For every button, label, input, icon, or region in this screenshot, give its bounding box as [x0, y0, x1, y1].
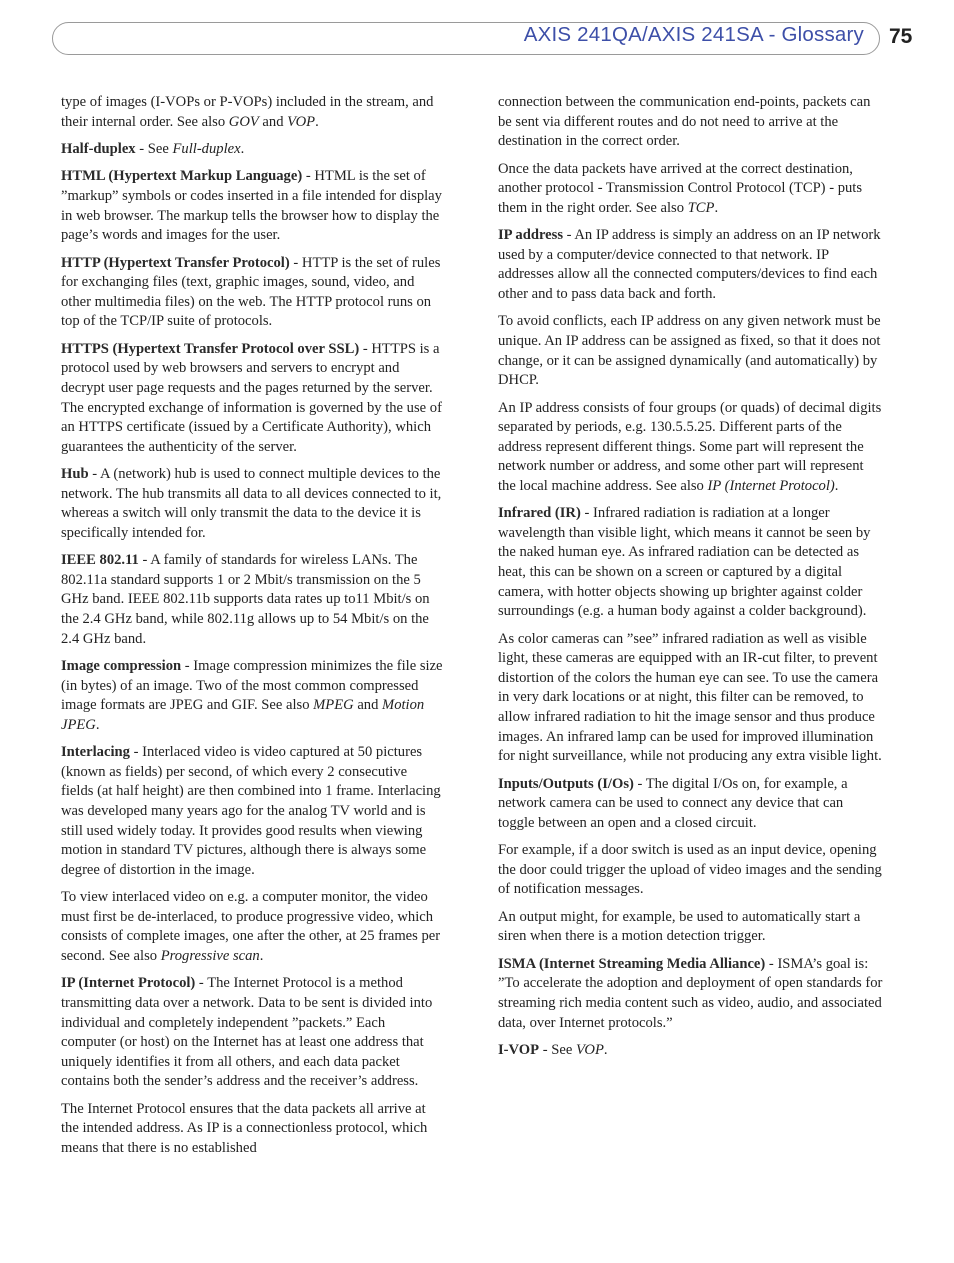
cross-reference: Progressive scan: [160, 947, 260, 964]
term-separator: -: [289, 254, 302, 271]
term-separator: - See: [539, 1041, 576, 1058]
left-column: [61, 93, 443, 1166]
glossary-entry: [61, 551, 443, 649]
glossary-entry: [61, 140, 443, 160]
glossary-term: IP address: [498, 227, 564, 244]
term-separator: -: [195, 975, 208, 992]
cross-reference: Motion JPEG: [61, 697, 425, 733]
term-separator: -: [580, 505, 593, 522]
glossary-paragraph: [498, 160, 883, 219]
glossary-entry: [61, 657, 443, 735]
glossary-paragraph: [61, 888, 443, 966]
term-separator: - See: [135, 140, 173, 157]
term-separator: -: [765, 955, 778, 972]
glossary-entry: [498, 955, 883, 1033]
cross-reference: GOV: [228, 113, 259, 130]
term-separator: -: [302, 168, 315, 185]
punctuation: .: [259, 947, 264, 964]
definition-text: The Internet Protocol ensures that the data packets all arrive at the intended address. As IP is a connectionless protocol, which means that there is no established: [61, 1100, 428, 1156]
cross-reference: MPEG: [313, 697, 354, 714]
glossary-entry: [498, 504, 883, 622]
glossary-entry: [61, 743, 443, 880]
punctuation: .: [315, 113, 319, 130]
document-title: AXIS 241QA/AXIS 241SA - Glossary: [523, 23, 864, 46]
glossary-entry: [498, 775, 883, 834]
definition-text: Image compression minimizes the file size (in bytes) of an image. Two of the most common compressed image formats are JPEG and GIF. See also: [61, 658, 443, 714]
glossary-term: Hub: [61, 466, 89, 483]
glossary-paragraph: [61, 93, 443, 132]
glossary-entry: [61, 340, 443, 458]
definition-text: The Internet Protocol is a method transmitting data over a network. Data to be sent is divided into individual and completely independent ”packets.” Each computer (or host) on the Internet has at least one address that uniquely identifies it from all others, and each data packet contains both the sender’s address and the receiver’s address.: [61, 975, 433, 1090]
glossary-term: Infrared (IR): [498, 505, 581, 522]
term-separator: -: [633, 775, 646, 792]
definition-text: To view interlaced video on e.g. a computer monitor, the video must first be de-interlaced, to produce progressive video, which consists of complete images, one after the other, at 25 frames per second. See also: [61, 889, 441, 964]
glossary-entry: [61, 974, 443, 1092]
cross-reference: IP (Internet Protocol): [707, 477, 835, 494]
definition-text: The digital I/Os on, for example, a network camera can be used to connect any device that can toggle between an open and a closed circuit.: [498, 775, 848, 831]
definition-text: Infrared radiation is radiation at a longer wavelength than visible light, which means it cannot be seen by the naked human eye. As infrared radiation can be detected as heat, this can be shown on a screen or captured by a digital camera, with hotter objects showing up brighter against colder surroundings (e.g. a human body against a colder background).: [498, 505, 871, 620]
term-separator: -: [129, 744, 143, 761]
glossary-entry: [498, 226, 883, 304]
definition-text: Interlaced video is video captured at 50 pictures (known as fields) per second, of which every 2 consecutive fields (at half height) are then combined into 1 frame. Interlacing was developed many years ago for the analog TV world and is still used widely today. It provides good results when viewing motion in standard TV pictures, although there is always some degree of distortion in the image.: [61, 744, 441, 878]
glossary-paragraph: [498, 312, 883, 390]
cross-reference: Full-duplex: [172, 140, 241, 157]
punctuation: .: [95, 716, 100, 733]
glossary-term: ISMA (Internet Streaming Media Alliance): [498, 955, 766, 972]
glossary-entry: [61, 167, 443, 245]
page-number: 75: [889, 25, 913, 48]
cross-reference: VOP: [575, 1041, 604, 1058]
definition-text: ISMA’s goal is: ”To accelerate the adoption and deployment of open standards for streaming rich media content such as video, audio, and associated data, over Internet protocols.”: [498, 955, 883, 1031]
term-separator: -: [563, 227, 575, 244]
glossary-term: HTTPS (Hypertext Transfer Protocol over SSL): [61, 340, 360, 357]
definition-text: For example, if a door switch is used as an input device, opening the door could trigger the upload of video images and the sending of notification messages.: [498, 842, 882, 898]
punctuation: .: [714, 199, 719, 216]
glossary-entry: [61, 254, 443, 332]
glossary-paragraph: [498, 93, 883, 152]
glossary-term: IP (Internet Protocol): [61, 975, 196, 992]
cross-reference: TCP: [687, 199, 715, 216]
term-separator: -: [359, 340, 372, 357]
glossary-paragraph: [498, 399, 883, 497]
definition-text: As color cameras can ”see” infrared radiation as well as visible light, these cameras are equipped with an IR-cut filter, to prevent distortion of the colors the human eye can see. To use the camera in very dark locations or at night, this filter can be removed, to allow infrared radiation to hit the image sensor and thus produce images. An infrared lamp can be used for improved illumination for night surveillance, while not producing any extra visible light.: [498, 630, 882, 765]
definition-text: type of images (I-VOPs or P-VOPs) included in the stream, and their internal order. See also: [61, 94, 434, 130]
punctuation: .: [834, 477, 839, 494]
glossary-term: Half-duplex: [61, 140, 136, 157]
ref-connector: and: [353, 697, 383, 714]
term-separator: -: [181, 658, 194, 675]
punctuation: .: [240, 140, 245, 157]
glossary-paragraph: [498, 841, 883, 900]
glossary-term: Interlacing: [61, 744, 130, 761]
glossary-entry: [498, 1041, 883, 1061]
ref-connector: and: [258, 113, 288, 130]
term-separator: -: [138, 552, 151, 569]
punctuation: .: [603, 1041, 608, 1058]
glossary-paragraph: [498, 908, 883, 947]
glossary-paragraph: [61, 1100, 443, 1159]
glossary-term: Image compression: [61, 658, 182, 675]
definition-text: connection between the communication end-points, packets can be sent via different routes and do not need to arrive at the destination in the correct order.: [498, 94, 871, 150]
glossary-term: HTML (Hypertext Markup Language): [61, 168, 303, 185]
glossary-term: Inputs/Outputs (I/Os): [498, 775, 634, 792]
definition-text: HTTPS is a protocol used by web browsers and servers to encrypt and decrypt user page requests and the pages returned by the server. The encrypted exchange of information is governed by the use of an HTTPS certificate (issued by a Certificate Authority), which guarantees the authenticity of the server.: [61, 340, 442, 455]
definition-text: An IP address is simply an address on an IP network used by a computer/device connected to that network. IP addresses allow all the connected computers/devices to find each other and to pass data back and forth.: [498, 227, 881, 302]
right-column: [498, 93, 883, 1068]
definition-text: An IP address consists of four groups (or quads) of decimal digits separated by periods, e.g. 130.5.5.25. Different parts of the address represent different things. Some part will represent the network number or address, and some other part will represent the local machine address. See also: [498, 399, 882, 494]
definition-text: A (network) hub is used to connect multiple devices to the network. The hub transmits all data to all devices connected to it, whereas a switch will only transmit the data to the device it is specifically intended for.: [61, 466, 442, 541]
term-separator: -: [88, 466, 100, 483]
glossary-term: I-VOP: [498, 1041, 540, 1058]
glossary-entry: [61, 465, 443, 543]
definition-text: A family of standards for wireless LANs. The 802.11a standard supports 1 or 2 Mbit/s transmission on the 5 GHz band. IEEE 802.11b supports data rates up to11 Mbit/s on the 2.4 GHz band, while 802.11g allows up to 54 Mbit/s on the 2.4 GHz band.: [61, 552, 430, 647]
glossary-paragraph: [498, 630, 883, 767]
glossary-term: HTTP (Hypertext Transfer Protocol): [61, 254, 290, 271]
definition-text: An output might, for example, be used to automatically start a siren when there is a motion detection trigger.: [498, 908, 861, 945]
definition-text: To avoid conflicts, each IP address on any given network must be unique. An IP address can be assigned as fixed, so that it does not change, or it can be assigned dynamically (and automatically) by DHCP.: [498, 313, 881, 389]
definition-text: Once the data packets have arrived at the correct destination, another protocol - Transmission Control Protocol (TCP) - puts them in the right order. See also: [498, 160, 863, 216]
definition-text: HTTP is the set of rules for exchanging files (text, graphic images, sound, video, and other multimedia files) on the web. The HTTP protocol runs on top of the TCP/IP suite of protocols.: [61, 254, 441, 330]
glossary-term: IEEE 802.11: [61, 552, 139, 569]
definition-text: HTML is the set of ”markup” symbols or codes inserted in a file intended for display in web browser. The markup tells the browser how to display the page’s words and images for the user.: [61, 168, 442, 244]
cross-reference: VOP: [287, 113, 316, 130]
